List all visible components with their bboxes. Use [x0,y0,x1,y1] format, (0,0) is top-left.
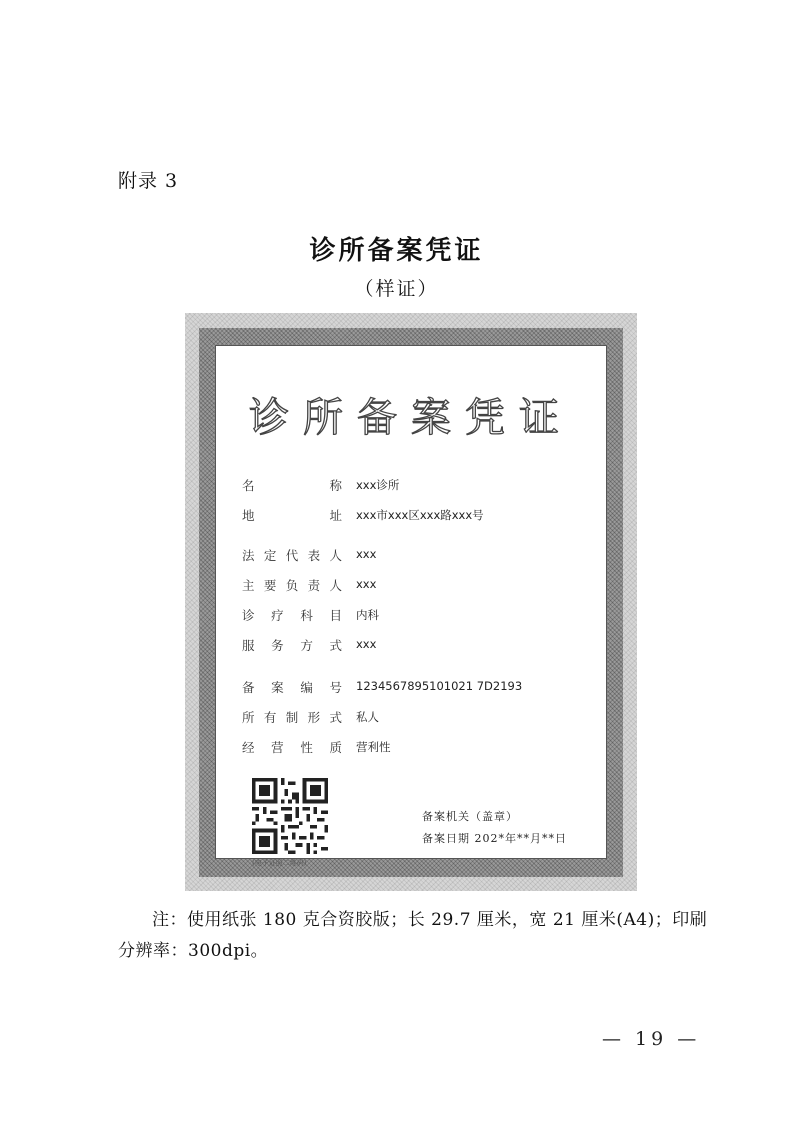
field-label: 经营性质 [242,740,342,755]
field-value: xxx [356,637,377,651]
field-label: 地址 [242,508,342,523]
field-record-number [242,678,602,698]
field-label: 服务方式 [242,638,342,653]
certificate-sample [185,313,637,891]
field-name [242,476,602,496]
field-business-nature [242,738,602,758]
field-label: 所有制形式 [242,710,342,725]
field-label: 备案编号 [242,680,342,695]
field-label: 名称 [242,478,342,493]
field-ownership [242,708,602,728]
field-departments [242,606,602,626]
field-address [242,506,602,526]
certificate-body [215,345,607,867]
qr-code-icon [252,778,328,854]
page-number: — 19 — [602,1028,701,1050]
field-label: 诊疗科目 [242,608,342,623]
record-date: 备案日期 202*年**月**日 [422,832,567,845]
appendix-label: 附录 3 [118,170,179,192]
field-value: 内科 [356,608,379,622]
field-value: xxx [356,577,377,591]
field-value: xxx [356,547,377,561]
field-principal [242,576,602,596]
field-label: 主要负责人 [242,578,342,593]
field-legal-representative [242,546,602,566]
certificate-heading: 诊所备案凭证 [249,395,573,441]
field-value: 1234567895101021 7D2193 [356,679,523,693]
qr-caption: (电子证照二维码) [252,859,307,867]
field-service-mode [242,636,602,656]
record-authority: 备案机关（盖章） [422,810,518,823]
page-subtitle: （样证） [354,278,439,300]
field-value: 私人 [356,710,379,724]
field-value: 营利性 [356,740,391,754]
field-label: 法定代表人 [242,548,342,563]
page-title: 诊所备案凭证 [309,236,484,266]
field-value: xxx市xxx区xxx路xxx号 [356,508,484,522]
print-specification-note: 注：使用纸张 180 克合资胶版；长 29.7 厘米，宽 21 厘米(A4)；印刷分辨率：300dpi。 [118,910,708,961]
field-value: xxx诊所 [356,478,400,492]
